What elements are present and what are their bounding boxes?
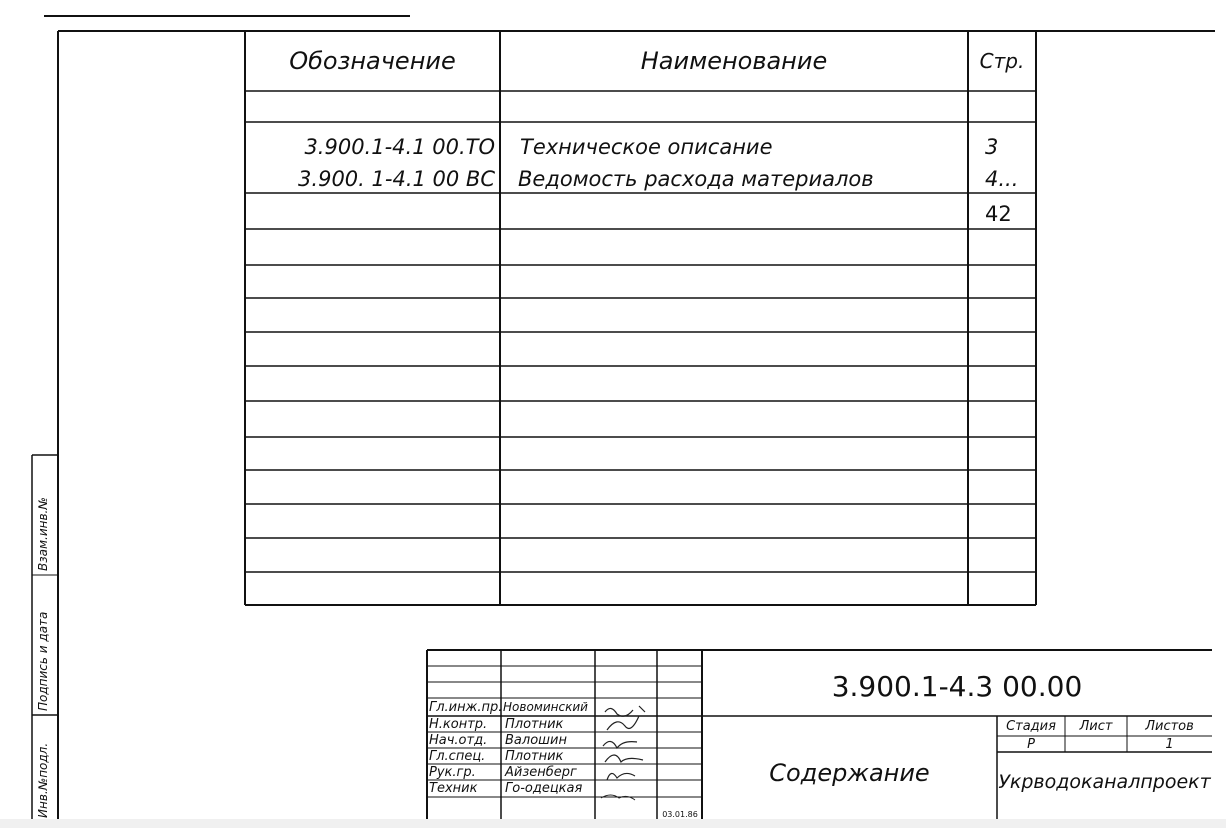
tb-sheet-label: Лист bbox=[1079, 718, 1113, 734]
tb-sheets-value: 1 bbox=[1165, 736, 1174, 752]
side-stamp-podpis-data: Подпись и дата bbox=[36, 611, 50, 711]
header-name: Наименование bbox=[640, 47, 828, 75]
tb-role-2: Н.контр. bbox=[429, 716, 488, 732]
bottom-edge bbox=[0, 819, 1226, 828]
side-stamp-vzam-inv: Взам.инв.№ bbox=[36, 497, 50, 571]
side-stamp-inv-podl: Инв.№подл. bbox=[36, 742, 50, 818]
tb-doc-code: 3.900.1-4.3 00.00 bbox=[831, 669, 1083, 703]
tb-name-4: Плотник bbox=[505, 748, 564, 764]
header-designation: Обозначение bbox=[289, 47, 456, 75]
row-2-name: Ведомость расхода материалов bbox=[518, 167, 874, 191]
tb-doc-title: Содержание bbox=[769, 759, 930, 787]
tb-role-5: Рук.гр. bbox=[429, 764, 476, 780]
tb-stage-value: Р bbox=[1027, 736, 1035, 752]
tb-role-1: Гл.инж.пр. bbox=[429, 699, 503, 715]
row-2-page: 4... bbox=[985, 167, 1019, 191]
tb-sheets-label: Листов bbox=[1145, 718, 1194, 734]
signatures bbox=[595, 698, 705, 820]
tb-role-6: Техник bbox=[429, 781, 478, 796]
row-1-name: Техническое описание bbox=[520, 135, 773, 159]
tb-name-2: Плотник bbox=[505, 716, 564, 732]
tb-date: 03.01.86 bbox=[662, 810, 698, 819]
row-1-page: 3 bbox=[985, 135, 999, 159]
tb-role-3: Нач.отд. bbox=[429, 732, 488, 748]
tb-role-4: Гл.спец. bbox=[429, 748, 486, 764]
row-1-designation: 3.900.1-4.1 00.ТО bbox=[304, 135, 495, 159]
tb-stage-label: Стадия bbox=[1006, 718, 1056, 734]
contents-table-grid bbox=[245, 31, 1036, 605]
header-page: Стр. bbox=[979, 49, 1025, 73]
tb-name-1: Новоминский bbox=[503, 700, 588, 714]
tb-organization: Укрводоканалпроект bbox=[998, 771, 1211, 793]
tb-name-5: Айзенберг bbox=[505, 764, 577, 780]
tb-name-3: Валошин bbox=[505, 732, 567, 748]
row-3-page: 42 bbox=[985, 202, 1012, 226]
row-2-designation: 3.900. 1-4.1 00 ВС bbox=[298, 167, 495, 191]
tb-name-6: Го-одецкая bbox=[505, 781, 583, 796]
